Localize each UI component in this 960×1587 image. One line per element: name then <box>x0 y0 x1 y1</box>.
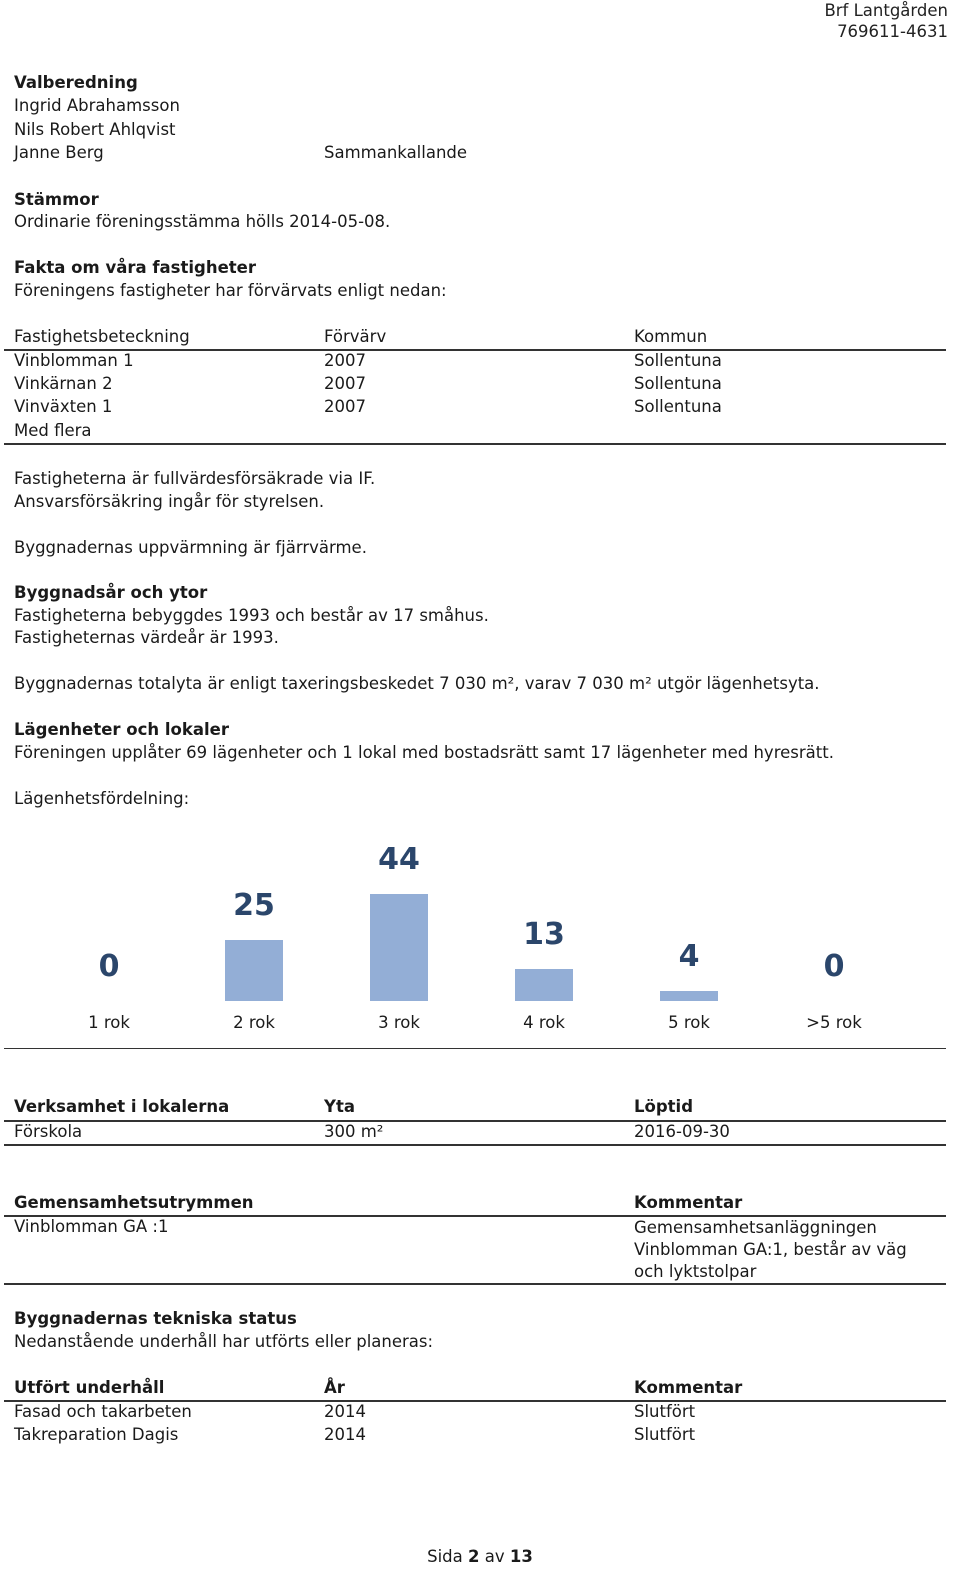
header-orgnr: 769611-4631 <box>837 22 948 41</box>
table-rule <box>4 1120 946 1122</box>
col-header: År <box>324 1378 345 1397</box>
value-year-text: Fastigheternas värdeår är 1993. <box>14 628 279 647</box>
liability-text: Ansvarsförsäkring ingår för styrelsen. <box>14 492 325 511</box>
chart-value-label: 25 <box>233 888 275 923</box>
table-cell: 2007 <box>324 397 366 416</box>
chart-value-label: 44 <box>378 842 420 877</box>
chart-rule <box>4 1048 946 1049</box>
table-cell: Slutfört <box>634 1402 696 1421</box>
teknisk-intro: Nedanstående underhåll har utförts eller planeras: <box>14 1332 434 1351</box>
chart-value-label: 13 <box>523 917 565 952</box>
area-text: Byggnadernas totalyta är enligt taxeringsbeskedet 7 030 m², varav 7 030 m² utgör lägenhetsyta. <box>14 674 820 693</box>
insurance-text: Fastigheterna är fullvärdesförsäkrade via IF. <box>14 469 376 488</box>
col-header: Kommentar <box>634 1193 743 1212</box>
stammor-title: Stämmor <box>14 190 99 209</box>
col-header: Fastighetsbeteckning <box>14 327 190 346</box>
table-cell: 2007 <box>324 351 366 370</box>
built-text: Fastigheterna bebyggdes 1993 och består av 17 småhus. <box>14 606 489 625</box>
distribution-label: Lägenhetsfördelning: <box>14 789 190 808</box>
table-cell: Sollentuna <box>634 374 722 393</box>
member-name: Ingrid Abrahamsson <box>14 96 180 115</box>
table-rule <box>4 349 946 351</box>
member-role: Sammankallande <box>324 143 468 162</box>
chart-category-label: >5 rok <box>806 1013 862 1032</box>
byggnadsar-title: Byggnadsår och ytor <box>14 583 208 602</box>
chart-category-label: 1 rok <box>88 1013 130 1032</box>
lagenheter-text: Föreningen upplåter 69 lägenheter och 1 lokal med bostadsrätt samt 17 lägenheter med hyresrätt. <box>14 743 834 762</box>
table-rule <box>4 443 946 445</box>
table-cell: Vinkärnan 2 <box>14 374 113 393</box>
table-cell: Takreparation Dagis <box>14 1425 179 1444</box>
page-sep: av <box>484 1547 505 1566</box>
table-cell: Sollentuna <box>634 351 722 370</box>
table-cell: Fasad och takarbeten <box>14 1402 192 1421</box>
lagenheter-title: Lägenheter och lokaler <box>14 720 229 739</box>
table-rule <box>4 1144 946 1146</box>
chart-bar <box>515 969 573 1001</box>
chart-category-label: 3 rok <box>378 1013 420 1032</box>
col-header: Löptid <box>634 1097 694 1116</box>
valberedning-title: Valberedning <box>14 73 138 92</box>
table-cell: Gemensamhetsanläggningen Vinblomman GA:1, består av väg och lyktstolpar <box>634 1218 907 1281</box>
table-cell: 2014 <box>324 1402 366 1421</box>
member-name: Janne Berg <box>14 143 104 162</box>
chart-value-label: 0 <box>98 949 120 984</box>
table-cell: Vinväxten 1 <box>14 397 113 416</box>
chart-value-label: 4 <box>678 939 700 974</box>
fakta-title: Fakta om våra fastigheter <box>14 258 256 277</box>
col-header: Verksamhet i lokalerna <box>14 1097 230 1116</box>
chart-bar <box>225 940 283 1001</box>
table-cell: 2007 <box>324 374 366 393</box>
header-org: Brf Lantgården <box>824 1 948 20</box>
table-cell: Förskola <box>14 1122 83 1141</box>
table-cell: 2016-09-30 <box>634 1122 730 1141</box>
page-total: 13 <box>509 1547 533 1566</box>
chart-category-label: 2 rok <box>233 1013 275 1032</box>
table-cell: 2014 <box>324 1425 366 1444</box>
col-header: Yta <box>324 1097 355 1116</box>
col-header: Förvärv <box>324 327 387 346</box>
table-cell: Slutfört <box>634 1425 696 1444</box>
teknisk-title: Byggnadernas tekniska status <box>14 1309 297 1328</box>
table-cell: Med flera <box>14 421 92 440</box>
chart-category-label: 4 rok <box>523 1013 565 1032</box>
table-cell: 300 m² <box>324 1122 384 1141</box>
chart-bar <box>660 991 718 1001</box>
fakta-intro: Föreningens fastigheter har förvärvats enligt nedan: <box>14 281 447 300</box>
col-header: Kommentar <box>634 1378 743 1397</box>
col-header: Kommun <box>634 327 708 346</box>
stammor-text: Ordinarie föreningsstämma hölls 2014-05-08. <box>14 212 391 231</box>
chart-bar <box>370 894 428 1001</box>
col-header: Utfört underhåll <box>14 1378 165 1397</box>
chart-category-label: 5 rok <box>668 1013 710 1032</box>
page-number <box>0 1547 960 1566</box>
page-prefix: Sida <box>427 1547 463 1566</box>
heating-text: Byggnadernas uppvärmning är fjärrvärme. <box>14 538 367 557</box>
member-name: Nils Robert Ahlqvist <box>14 120 176 139</box>
chart-value-label: 0 <box>823 949 845 984</box>
table-cell: Sollentuna <box>634 397 722 416</box>
table-cell: Vinblomman GA :1 <box>14 1217 169 1236</box>
col-header: Gemensamhetsutrymmen <box>14 1193 254 1212</box>
table-cell: Vinblomman 1 <box>14 351 134 370</box>
page-current: 2 <box>468 1547 480 1566</box>
table-rule <box>4 1283 946 1285</box>
